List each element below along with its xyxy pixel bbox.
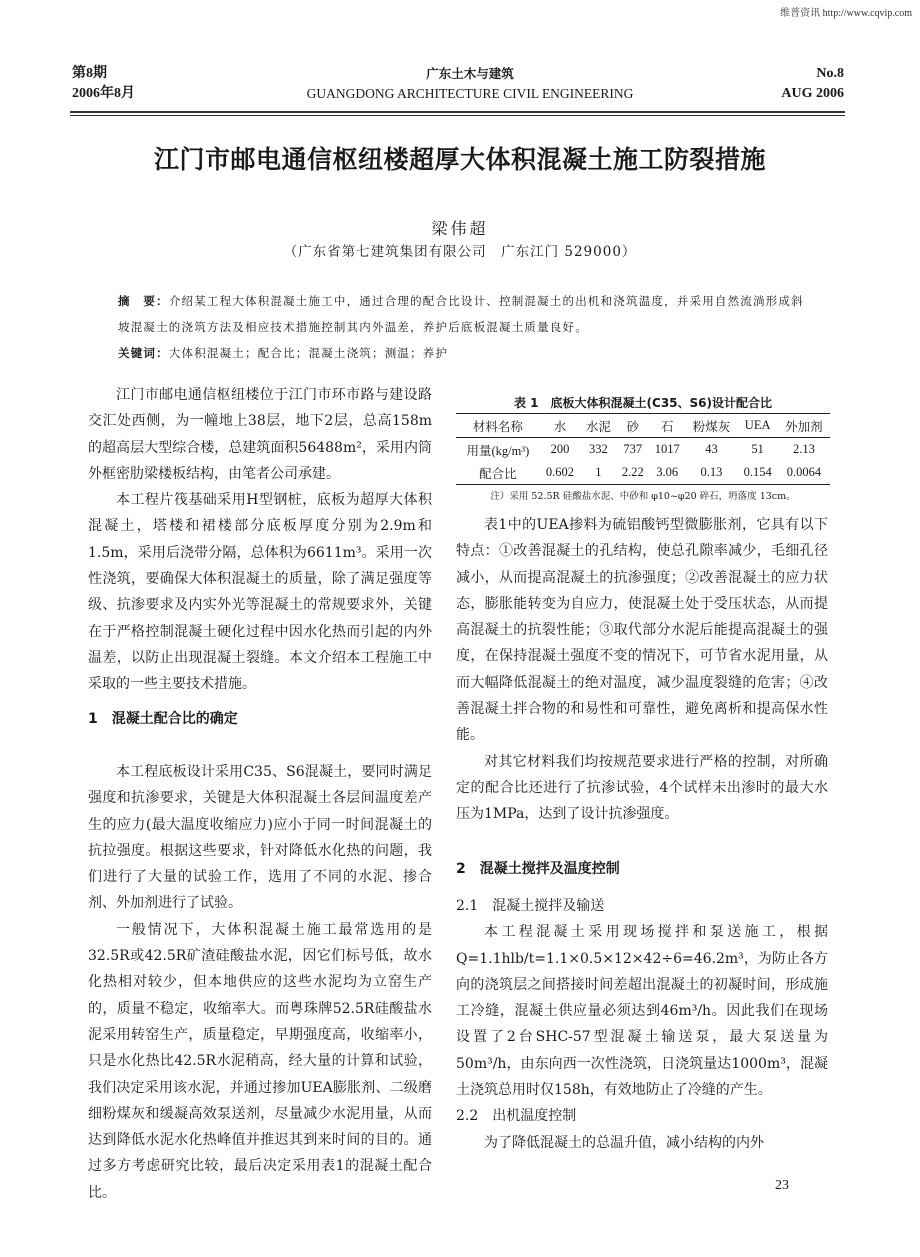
table-1	[456, 394, 830, 502]
journal-cn: 广东土木与建筑	[426, 66, 514, 81]
table-title: 表 1 底板大体积混凝土(C35、S6)设计配合比	[514, 396, 772, 410]
subsection-2-2-heading: 2.2 出机温度控制	[456, 1108, 577, 1125]
right-body	[456, 512, 828, 828]
paragraph: 本工程底板设计采用C35、S6混凝土，要同时满足强度和抗渗要求，关键是大体积混凝土各层间温度差产生的应力(最大温度收缩应力)应小于同一时间混凝土的抗拉强度。根据这些要求，针对降低水化热的问题，我们进行了大量的试验工作，选用了不同的水泥、掺合剂、外加剂进行了试验。	[88, 764, 432, 912]
table-cell: 51	[751, 442, 764, 456]
header-rule	[70, 111, 845, 116]
table-cell: 2.22	[621, 465, 644, 479]
issue-cn: 第8期	[72, 66, 107, 81]
table-header: UEA	[744, 418, 771, 432]
paragraph: 江门市邮电通信枢纽楼位于江门市环市路与建设路交汇处西侧，为一幢地上38层，地下2层，总高158m的超高层大型综合楼，总建筑面积56488m²，采用内筒外框密肋梁楼板结构，由笔者公司承建。	[88, 387, 432, 482]
table-cell: 2.13	[792, 442, 815, 456]
paragraph: 为了降低混凝土的总温升值，减小结构的内外	[484, 1134, 764, 1151]
subsection-2-1-heading: 2.1 混凝土搅拌及输送	[456, 898, 605, 914]
table-cell: 1	[595, 465, 602, 479]
paper-title: 江门市邮电通信枢纽楼超厚大体积混凝土施工防裂措施	[153, 145, 766, 174]
table-note: 注）采用 52.5R 硅酸盐水泥、中砂和 φ10~φ20 碎石，坍落度 13cm。	[490, 491, 796, 502]
table-header-row	[456, 414, 830, 438]
table-cell: 332	[588, 442, 608, 456]
table-header: 外加剂	[785, 419, 823, 434]
table-header: 材料名称	[472, 419, 523, 434]
section-1-body	[88, 759, 432, 1206]
table-cell: 737	[623, 442, 643, 456]
paragraph: 一般情况下，大体积混凝土施工最常选用的是32.5R或42.5R矿渣硅酸盐水泥，因它们标号低，故水化热相对较少，但本地供应的这些水泥均为立窑生产的，质量不稳定，收缩率大。而粤珠牌52.5R硅酸盐水泥采用转窑生产，质量稳定，早期强度高，收缩率小，只是水化热比42.5R水泥稍高，经大量的计算和试验，我们决定采用该水泥，并通过掺加UEA膨胀剂、二级磨细粉煤灰和缓凝高效泵送剂，尽量减少水泥用量，从而达到降低水泥水化热峰值并推迟其到来时间的目的。通过多方考虑研究比较，最后决定采用表1的混凝土配合比。	[88, 921, 432, 1201]
table-cell: 0.13	[700, 465, 723, 479]
paragraph: 表1中的UEA掺料为硫铝酸钙型微膨胀剂，它具有以下特点：①改善混凝土的孔结构，使总孔隙率减少，毛细孔径减小，从而提高混凝土的抗渗强度；②改善混凝土的应力状态，膨胀能转变为自应力，使混凝土处于受压状态，从而提高混凝土的抗裂性能；③取代部分水泥后能提高混凝土的强度，在保持混凝土强度不变的情况下，可节省水泥用量，从而大幅降低混凝土的绝对温度，减少温度裂缝的危害；④改善混凝土拌合物的和易性和可靠性，避免离析和提高保水性能。	[456, 517, 828, 744]
author: 梁伟超	[431, 219, 489, 238]
left-intro	[88, 382, 432, 698]
paragraph: 本工程片筏基础采用H型钢桩，底板为超厚大体积混凝土，塔楼和裙楼部分底板厚度分别为2.9m和1.5m，采用后浇带分隔，总体积为6611m³。采用一次性浇筑，要确保大体积混凝土的质量，除了满足强度等级、抗渗要求及内实外光等混凝土的常规要求外，关键在于严格控制混凝土硬化过程中因水化热而引起的内外温差，以防止出现混凝土裂缝。本文介绍本工程施工中采取的一些主要技术措施。	[88, 492, 432, 693]
keywords-text: 大体积混凝土；配合比；混凝土浇筑；测温；养护	[168, 346, 449, 360]
table-header: 粉煤灰	[692, 419, 731, 434]
table-header: 水	[553, 419, 567, 434]
section-2-1	[456, 893, 828, 1156]
table-header: 石	[660, 419, 674, 434]
section-1-heading: 1 混凝土配合比的确定	[88, 711, 238, 727]
date-cn: 2006年8月	[72, 86, 135, 101]
abstract-label: 摘 要：	[118, 294, 169, 308]
paragraph: 对其它材料我们均按规范要求进行严格的控制，对所确定的配合比还进行了抗渗试验，4个试样未出渗时的最大水压为1MPa，达到了设计抗渗强度。	[456, 753, 828, 823]
paragraph: 本工程混凝土采用现场搅拌和泵送施工，根据Q=1.1hlb/t=1.1×0.5×12×42÷6=46.2m³，为防止各方向的浇筑层之间搭接时间差超出混凝土的初凝时间，形成施工冷缝，混凝土供应量必须达到46m³/h。因此我们在现场设置了2台SHC-57型混凝土输送泵，最大泵送量为50m³/h，由东向西一次性浇筑，日浇筑量达1000m³，混凝土浇筑总用时仅158h，有效地防止了冷缝的产生。	[456, 924, 828, 1099]
journal-en: GUANGDONG ARCHITECTURE CIVIL ENGINEERING	[306, 86, 634, 101]
table-cell: 43	[705, 442, 718, 456]
header-journal	[250, 64, 690, 104]
table-cell: 0.154	[743, 465, 772, 479]
section-2-heading: 2 混凝土搅拌及温度控制	[456, 861, 620, 877]
table-cell: 配合比	[479, 466, 517, 481]
affiliation: （广东省第七建筑集团有限公司 广东江门 529000）	[283, 244, 637, 260]
page-number: 23	[775, 1178, 789, 1193]
table-cell: 0.0064	[786, 465, 822, 479]
table-cell: 0.602	[545, 465, 575, 479]
table-cell: 1017	[654, 442, 680, 456]
table-header: 水泥	[585, 419, 611, 434]
header-issue-cn	[72, 64, 135, 104]
abstract-block	[118, 288, 808, 366]
table-cell: 200	[550, 442, 570, 456]
mix-ratio-table	[456, 413, 830, 485]
abstract	[118, 288, 808, 340]
keywords	[118, 340, 808, 366]
table-row	[456, 461, 830, 485]
keywords-label: 关键词：	[118, 346, 169, 360]
date-en: AUG 2006	[781, 86, 844, 101]
table-cell: 3.06	[656, 465, 679, 479]
issue-en: No.8	[816, 66, 844, 81]
watermark-source: 维普资讯 http://www.cqvip.com	[780, 8, 912, 19]
table-header: 砂	[626, 419, 640, 434]
abstract-text: 介绍某工程大体积混凝土施工中，通过合理的配合比设计、控制混凝土的出机和浇筑温度，并采用自然流淌形成斜坡混凝土的浇筑方法及相应技术措施控制其内外温差，养护后底板混凝土质量良好。	[118, 294, 804, 334]
table-row	[456, 438, 830, 462]
header-issue-en	[781, 64, 844, 104]
table-cell: 用量(kg/m³)	[466, 443, 530, 458]
